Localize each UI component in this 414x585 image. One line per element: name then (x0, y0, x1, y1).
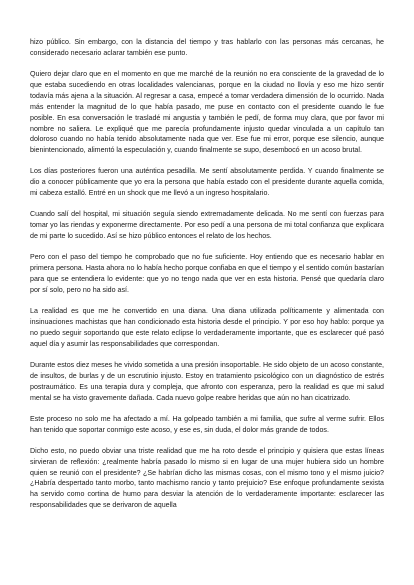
paragraph-8: Este proceso no solo me ha afectado a mí. Ha golpeado también a mi familia, que sufre al verme sufrir. Ellos han tenido que soportar conmigo este acoso, y ese es, sin duda, el dolor más grande de todos. (30, 414, 384, 434)
paragraph-9: Dicho esto, no puedo obviar una triste realidad que me ha roto desde el principio y quisiera que estas líneas sirvieran de reflexión: ¿realmente habría pasado lo mismo si en lugar de una mujer hubiera sido un hombre quien se reunió con el presidente? ¿Se habrían dicho las mismas cosas, con el mismo tono y el mismo juicio? ¿Habría despertado tanto morbo, tanto machismo rancio y tanto prejuicio? Ese enfoque profundamente sexista ha servido como cortina de humo para desviar la atención de lo verdaderamente importante: esclarecer las responsabilidades que se derivaron de aquella (30, 446, 384, 510)
paragraph-5: Pero con el paso del tiempo he comprobado que no fue suficiente. Hoy entiendo que es necesario hablar en primera persona. Hasta ahora no lo había hecho porque confiaba en que el tiempo y el sentido común bastarían para que se entendiera lo evidente: que yo no tengo nada que ver en esta historia. Pensé que quedaría claro por sí solo, pero no ha sido así. (30, 253, 384, 294)
paragraph-4: Cuando salí del hospital, mi situación seguía siendo extremadamente delicada. No me sentí con fuerzas para tomar yo las riendas y exponerme directamente. Por eso pedí a una persona de mi total confianza que explicara de mi parte lo sucedido. Así se hizo público entonces el relato de los hechos. (30, 210, 384, 241)
paragraph-1: hizo público. Sin embargo, con la distancia del tiempo y tras hablarlo con las personas más cercanas, he considerado necesario aclarar también ese punto. (30, 38, 384, 57)
paragraph-6: La realidad es que me he convertido en una diana. Una diana utilizada políticamente y alimentada con insinuaciones machistas que han condicionado esta historia desde el principio. Y por eso hoy hablo: porque ya no puedo seguir soportando que este relato eclipse lo verdaderamente importante, que es esclarecer qué pasó aquel día y asumir las responsabilidades que correspondan. (30, 307, 384, 348)
paragraph-3: Los días posteriores fueron una auténtica pesadilla. Me sentí absolutamente perdida. Y cuando finalmente se dio a conocer públicamente que yo era la persona que había estado con el presidente durante aquella comida, mi cabeza estalló. Entré en un shock que me llevó a un ingreso hospitalario. (30, 167, 384, 198)
paragraph-2: Quiero dejar claro que en el momento en que me marché de la reunión no era consciente de la gravedad de lo que estaba sucediendo en otras localidades valencianas, porque en la ciudad no llovía y eso me hizo sentir todavía más ajena a la situación. Al regresar a casa, empecé a tomar verdadera dimensión de lo ocurrido. Nada más entender la magnitud de lo que había pasado, me puse en contacto con el presidente cuando le fue posible. En esa conversación le trasladé mi angustia y también le pedí, de forma muy clara, que por favor mi nombre no saliera. Le expliqué que me parecía profundamente injusto quedar vinculada a un capítulo tan doloroso cuando no había tenido absolutamente nada que ver. Ese fue mi error, porque ese silencio, aunque bienintencionado, alimentó la especulación y, cuando finalmente se supo, desembocó en un acoso brutal. (30, 70, 384, 155)
paragraph-7: Durante estos diez meses he vivido sometida a una presión insoportable. He sido objeto de un acoso constante, de insultos, de burlas y de un escrutinio injusto. Estoy en tratamiento psicológico con un diagnóstico de estrés postraumático. Es una terapia dura y compleja, que afronto con esperanza, pero la realidad es que mi salud mental se ha visto gravemente dañada. Cada nuevo golpe reabre heridas que aún no han cicatrizado. (30, 360, 384, 402)
